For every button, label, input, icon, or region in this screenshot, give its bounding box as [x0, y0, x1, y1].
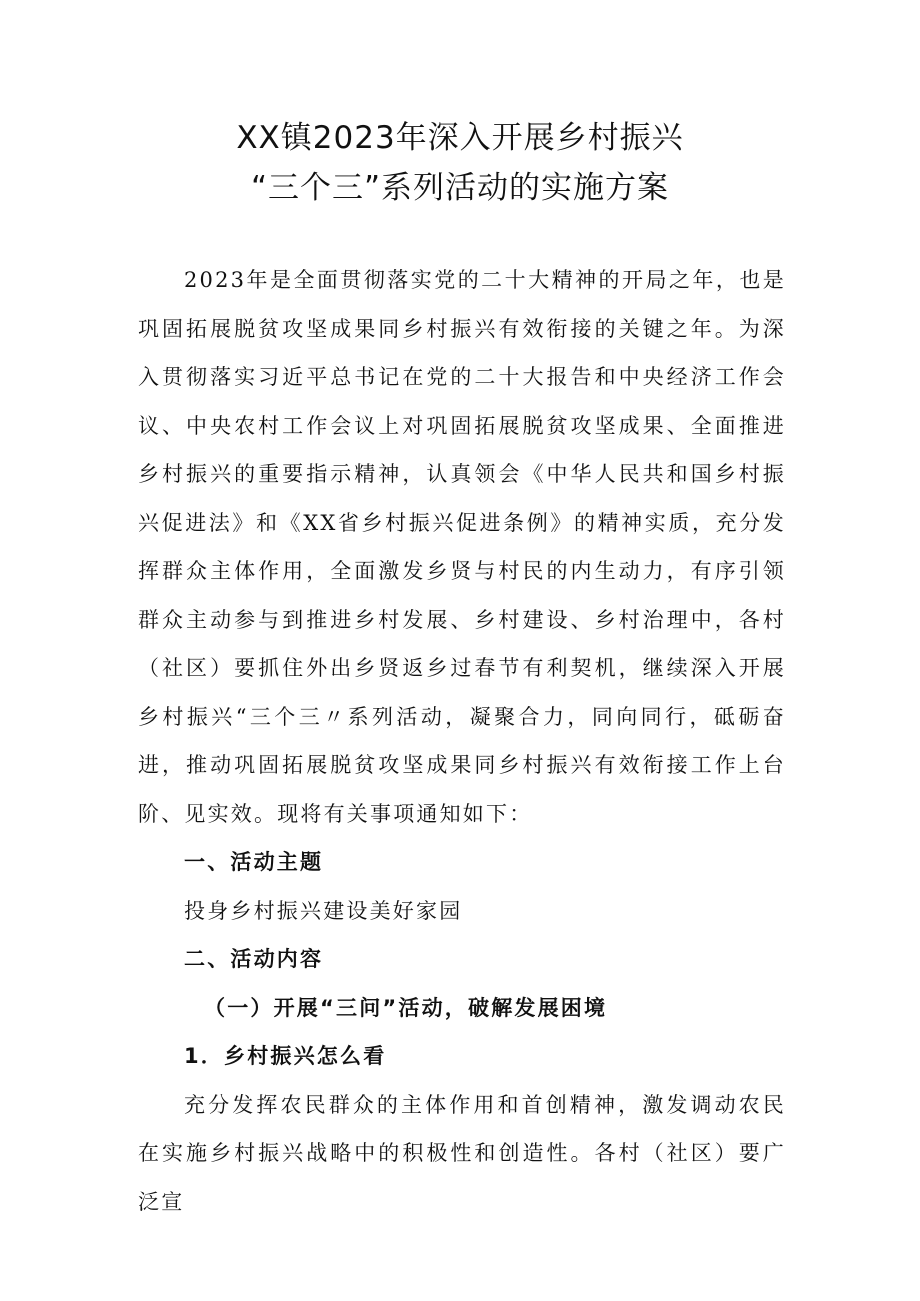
intro-paragraph: 2023年是全面贯彻落实党的二十大精神的开局之年，也是巩固拓展脱贫攻坚成果同乡村振兴有效衔接的关键之年。为深入贯彻落实习近平总书记在党的二十大报告和中央经济工作会议、中央农村工作会议上对巩固拓展脱贫攻坚成果、全面推进乡村振兴的重要指示精神，认真领会《中华人民共和国乡村振兴促进法》和《XX省乡村振兴促进条例》的精神实质，充分发挥群众主体作用，全面激发乡贤与村民的内生动力，有序引领群众主动参与到推进乡村发展、乡村建设、乡村治理中，各村（社区）要抓住外出乡贤返乡过春节有利契机，继续深入开展乡村振兴“三个三〃系列活动，凝聚合力，同向同行，砥砺奋进，推动巩固拓展脱贫攻坚成果同乡村振兴有效衔接工作上台阶、见实效。现将有关事项通知如下： [138, 268, 786, 826]
item-1-paragraph: 充分发挥农民群众的主体作用和首创精神，激发调动农民在实施乡村振兴战略中的积极性和创造性。各村（社区）要广泛宣 [138, 1092, 786, 1214]
item-heading-1: 1．乡村振兴怎么看 [184, 1044, 387, 1068]
document-body [138, 256, 786, 1226]
section-heading-theme: 一、活动主题 [184, 850, 324, 874]
theme-text: 投身乡村振兴建设美好家园 [184, 898, 463, 923]
section-heading-content: 二、活动内容 [184, 947, 324, 971]
document-title-line2: “三个三”系列活动的实施方案 [250, 170, 670, 206]
document-title-line1: XX镇2023年深入开展乡村振兴 [236, 120, 684, 156]
subsection-heading-three-questions: （一）开展“三问”活动，破解发展困境 [204, 995, 608, 1020]
